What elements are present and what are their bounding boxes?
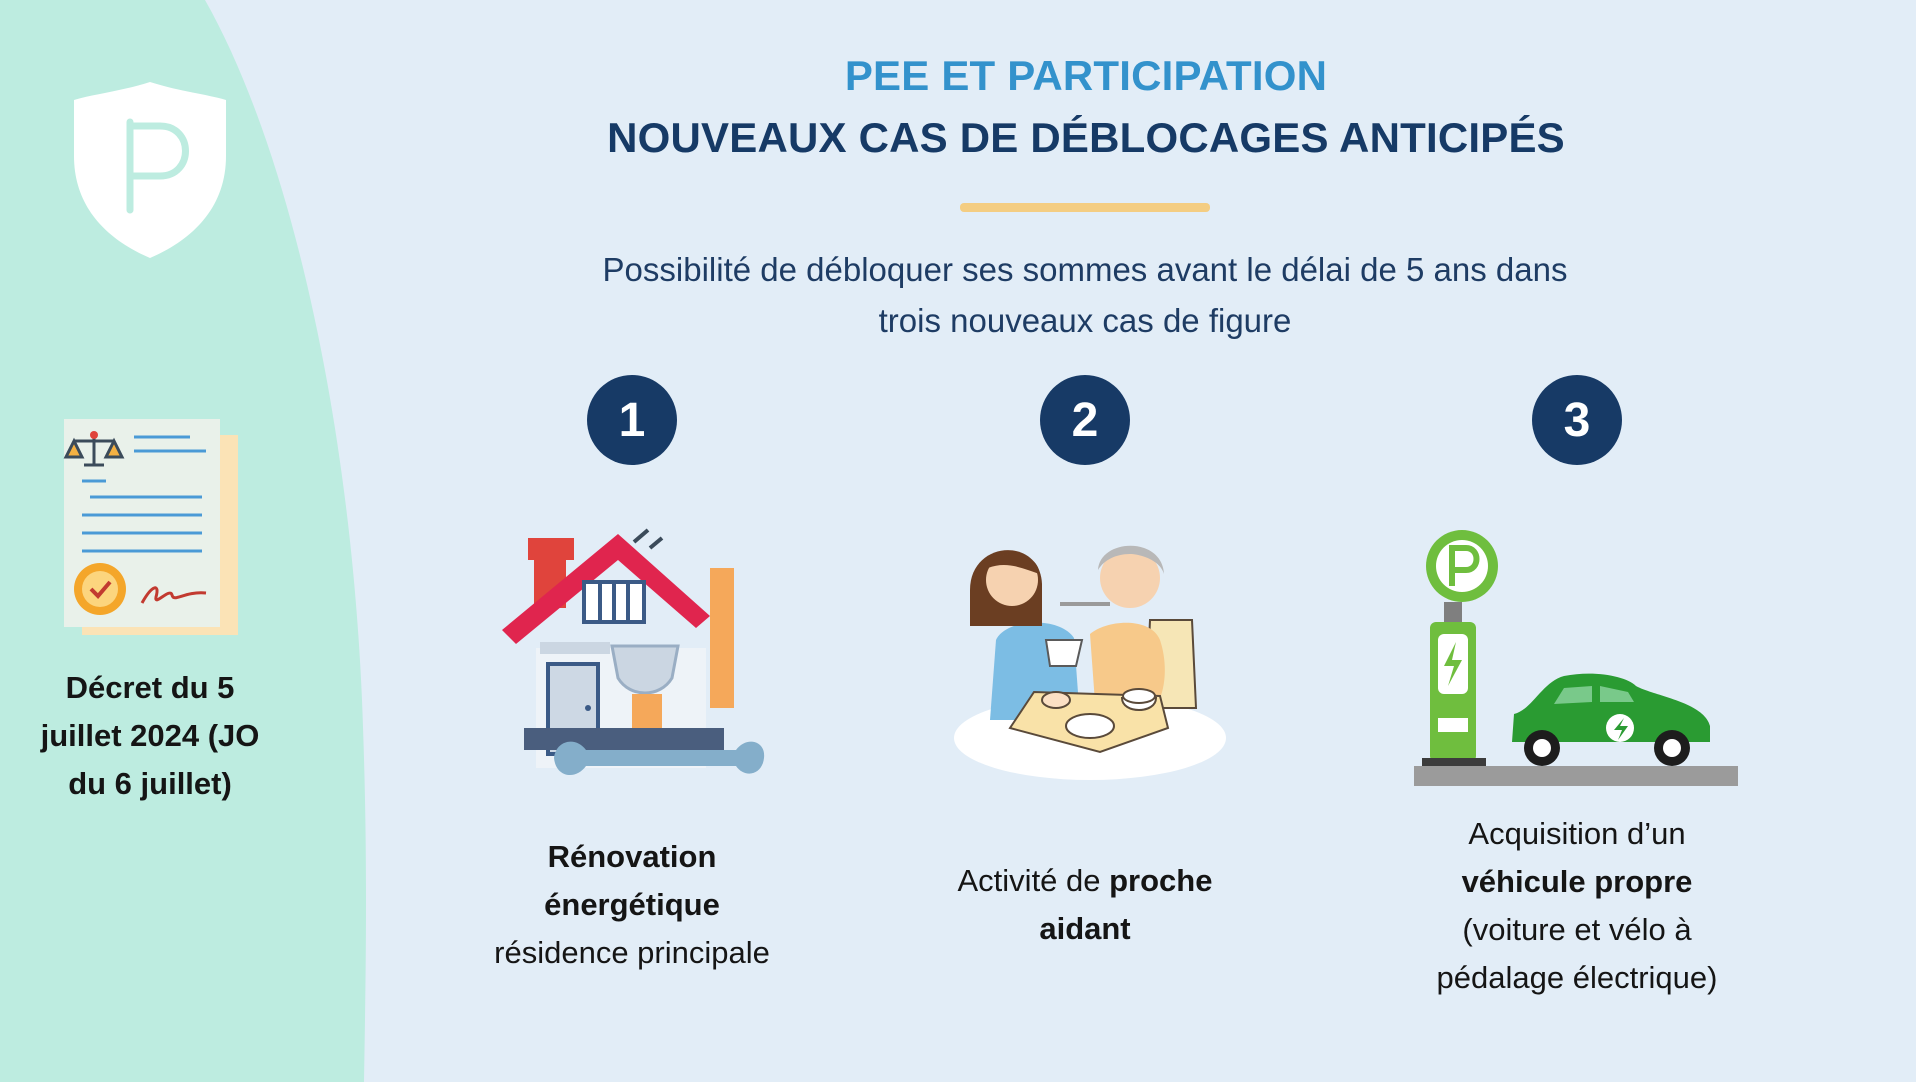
ev-charging-car-icon (1414, 530, 1740, 790)
decree-line-3: du 6 juillet) (68, 766, 232, 801)
case-3-line-4: pédalage électrique) (1436, 960, 1718, 995)
caregiver-feeding-icon (950, 530, 1230, 780)
case-2-line-1-bold: proche (1109, 863, 1213, 898)
case-2-line-1-prefix: Activité de (957, 863, 1110, 898)
intro-line-2: trois nouveaux cas de figure (878, 302, 1292, 339)
decree-line-1: Décret du 5 (65, 670, 235, 705)
intro-line-1: Possibilité de débloquer ses sommes avant le délai de 5 ans dans (602, 251, 1568, 288)
case-1-line-1: Rénovation (547, 839, 717, 874)
case-1-line-3: résidence principale (494, 935, 770, 970)
decree-line-2: juillet 2024 (JO (40, 718, 260, 753)
case-number-badge-3: 3 (1532, 375, 1622, 465)
case-number-badge-2: 2 (1040, 375, 1130, 465)
intro-text (520, 244, 1650, 346)
logo-shield-icon (70, 80, 230, 260)
case-label-3 (1387, 810, 1767, 1002)
case-label-2 (895, 857, 1275, 953)
decree-document-icon (60, 415, 245, 645)
case-3-line-3: (voiture et vélo à (1462, 912, 1692, 947)
decree-info (10, 664, 290, 808)
page-title: PEE ET PARTICIPATION (844, 52, 1328, 99)
case-number-badge-1: 1 (587, 375, 677, 465)
title-divider (960, 203, 1210, 212)
page-subtitle-heading: NOUVEAUX CAS DE DÉBLOCAGES ANTICIPÉS (607, 114, 1565, 161)
logo-letter: P (70, 80, 71, 81)
house-renovation-icon (500, 528, 770, 790)
case-label-1 (442, 833, 822, 977)
case-3-line-1: Acquisition d’un (1468, 816, 1686, 851)
case-1-line-2: énergétique (544, 887, 720, 922)
case-2-line-2: aidant (1039, 911, 1131, 946)
case-3-line-2: véhicule propre (1461, 864, 1693, 899)
